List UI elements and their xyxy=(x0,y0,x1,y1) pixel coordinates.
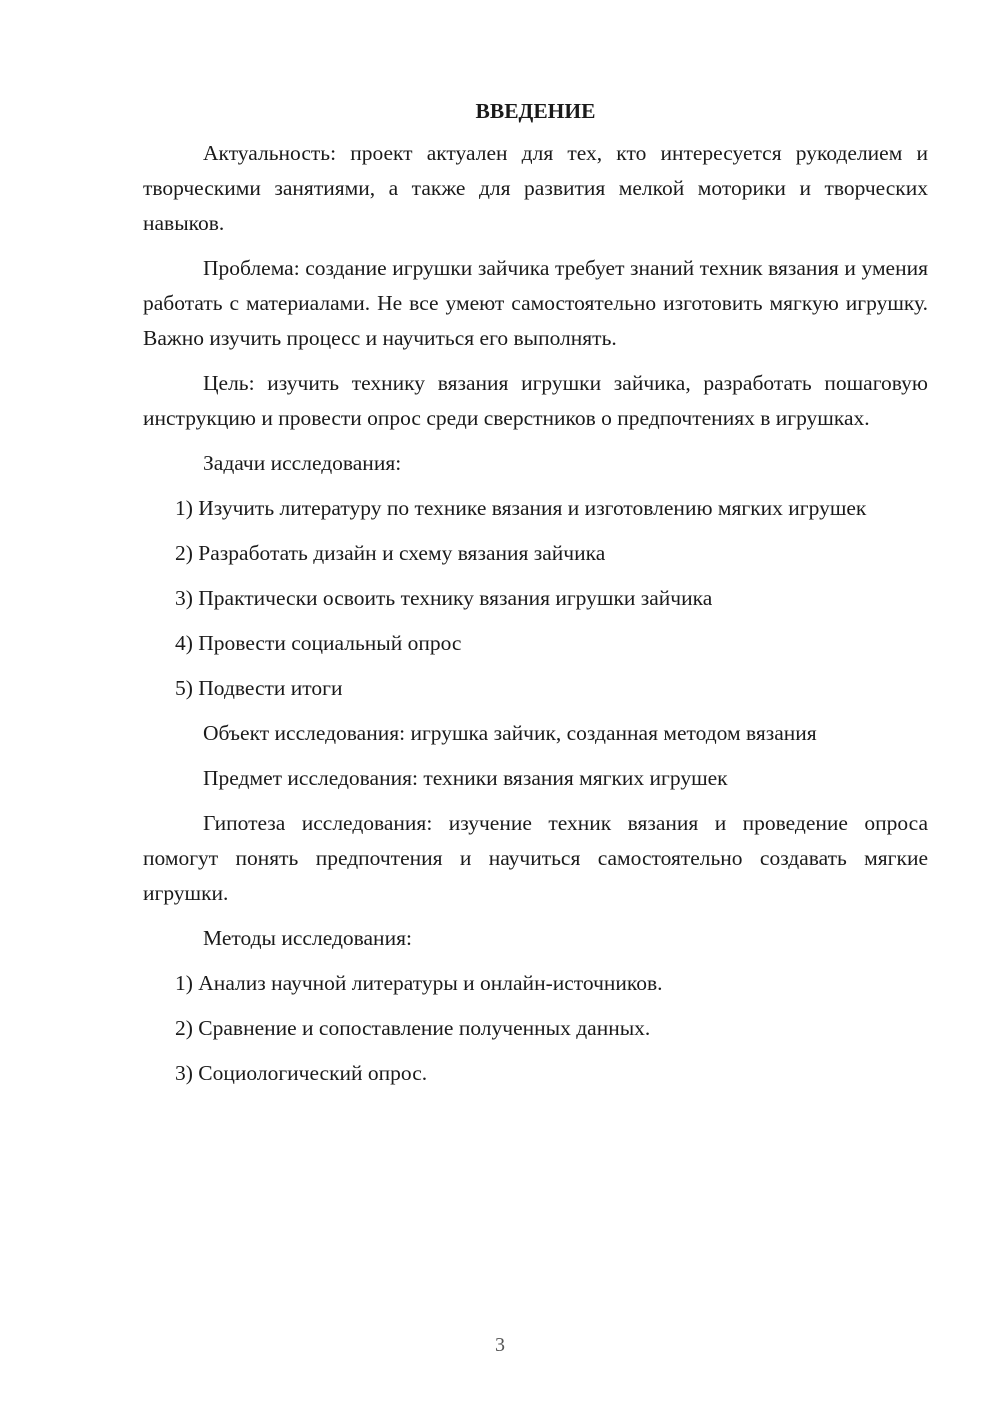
task-item-4: 4) Провести социальный опрос xyxy=(175,631,462,655)
subject-paragraph: Предмет исследования: техники вязания мягких игрушек xyxy=(203,766,728,790)
problem-paragraph: Проблема: создание игрушки зайчика требует знаний техник вязания и умения работать с материалами. Не все умеют самостоятельно изготовить мягкую игрушку. Важно изучить процесс и научиться его выполнять. xyxy=(143,256,928,350)
page-title: ВВЕДЕНИЕ xyxy=(475,99,596,123)
task-item-2: 2) Разработать дизайн и схему вязания зайчика xyxy=(175,541,606,565)
tasks-heading: Задачи исследования: xyxy=(203,451,402,475)
relevance-paragraph: Актуальность: проект актуален для тех, кто интересуется рукоделием и творческими занятиями, а также для развития мелкой моторики и творческих навыков. xyxy=(143,141,928,235)
page-number: 3 xyxy=(495,1334,505,1356)
method-item-1: 1) Анализ научной литературы и онлайн-источников. xyxy=(175,971,663,995)
hypothesis-paragraph: Гипотеза исследования: изучение техник вязания и проведение опроса помогут понять предпочтения и научиться самостоятельно создавать мягкие игрушки. xyxy=(143,811,928,905)
task-item-5: 5) Подвести итоги xyxy=(175,676,343,700)
task-item-1: 1) Изучить литературу по технике вязания и изготовлению мягких игрушек xyxy=(175,496,867,520)
method-item-2: 2) Сравнение и сопоставление полученных данных. xyxy=(175,1016,651,1040)
methods-heading: Методы исследования: xyxy=(203,926,412,950)
task-item-3: 3) Практически освоить технику вязания игрушки зайчика xyxy=(175,586,713,610)
method-item-3: 3) Социологический опрос. xyxy=(175,1061,428,1085)
goal-paragraph: Цель: изучить технику вязания игрушки зайчика, разработать пошаговую инструкцию и провести опрос среди сверстников о предпочтениях в игрушках. xyxy=(143,371,928,430)
document-page xyxy=(143,96,928,1101)
object-paragraph: Объект исследования: игрушка зайчик, созданная методом вязания xyxy=(203,721,817,745)
